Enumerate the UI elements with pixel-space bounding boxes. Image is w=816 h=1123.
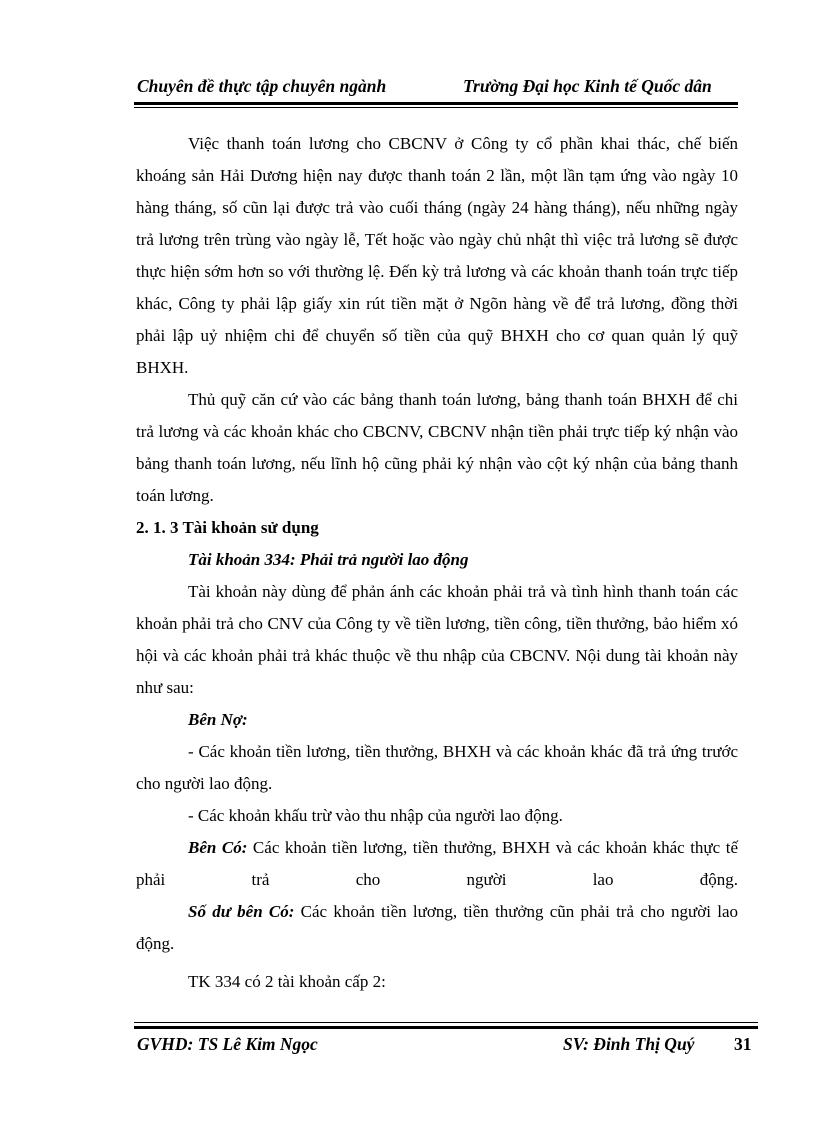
page-footer xyxy=(134,1022,758,1062)
credit-text: Các khoản tiền lương, tiền thưởng, BHXH và các khoản khác thực tế phải trả cho người lao động. xyxy=(136,838,738,889)
footer-rule-thin xyxy=(134,1022,758,1023)
footer-rule-thick xyxy=(134,1026,758,1029)
account-title: Tài khoản 334: Phải trả người lao động xyxy=(188,550,469,569)
tk-subaccounts: TK 334 có 2 tài khoản cấp 2: xyxy=(188,972,386,991)
paragraph-salary-payment: Việc thanh toán lương cho CBCNV ở Công ty cổ phần khai thác, chế biến khoáng sản Hải Dương hiện nay được thanh toán 2 lần, một lần tạm ứng vào ngày 10 hàng tháng, số cũn lại được trả vào cuối tháng (ngày 24 hàng tháng), nếu những ngày trả lương trên trùng vào ngày lễ, Tết hoặc vào ngày chủ nhật thì việc trả lương sẽ được thực hiện sớm hơn so với thường lệ. Đến kỳ trả lương và các khoản thanh toán trực tiếp khác, Công ty phải lập giấy xin rút tiền mặt ở Ngõn hàng về để trả lương, đồng thời phải lập uỷ nhiệm chi để chuyển số tiền của quỹ BHXH cho cơ quan quản lý quỹ BHXH. xyxy=(136,134,738,377)
balance-label: Số dư bên Có: xyxy=(188,902,295,921)
document-body xyxy=(136,128,738,998)
header-course-title: Chuyên đề thực tập chuyên ngành xyxy=(137,76,387,96)
section-heading: 2. 1. 3 Tài khoản sử dụng xyxy=(136,518,319,537)
page-number: 31 xyxy=(734,1034,752,1054)
header-rule-thin xyxy=(134,107,738,108)
header-university: Trường Đại học Kinh tế Quốc dân xyxy=(463,76,712,96)
credit-paragraph xyxy=(136,832,738,896)
balance-paragraph xyxy=(136,896,738,960)
credit-label: Bên Có: xyxy=(188,838,248,857)
debit-item-1: - Các khoản tiền lương, tiền thưởng, BHXH và các khoản khác đã trả ứng trước cho người lao động. xyxy=(136,742,738,793)
paragraph-account-description: Tài khoản này dùng để phản ánh các khoản phải trả và tình hình thanh toán các khoản phải trả cho CNV của Công ty về tiền lương, tiền công, tiền thưởng, bảo hiểm xó hội và các khoản phải trả khác thuộc về thu nhập của CBCNV. Nội dung tài khoản này như sau: xyxy=(136,582,738,697)
balance-text: Các khoản tiền lương, tiền thưởng cũn phải trả cho người lao động. xyxy=(136,902,739,953)
header-rule-thick xyxy=(134,102,738,105)
paragraph-treasurer: Thủ quỹ căn cứ vào các bảng thanh toán lương, bảng thanh toán BHXH để chi trả lương và các khoản khác cho CBCNV, CBCNV nhận tiền phải trực tiếp ký nhận vào bảng thanh toán lương, nếu lĩnh hộ cũng phải ký nhận vào cột ký nhận của bảng thanh toán lương. xyxy=(136,390,738,505)
footer-student: SV: Đinh Thị Quý xyxy=(563,1034,695,1054)
page-header xyxy=(134,70,738,100)
footer-advisor: GVHD: TS Lê Kim Ngọc xyxy=(137,1034,318,1054)
debit-item-2: - Các khoản khấu trừ vào thu nhập của người lao động. xyxy=(188,806,563,825)
debit-label: Bên Nợ: xyxy=(188,710,248,729)
